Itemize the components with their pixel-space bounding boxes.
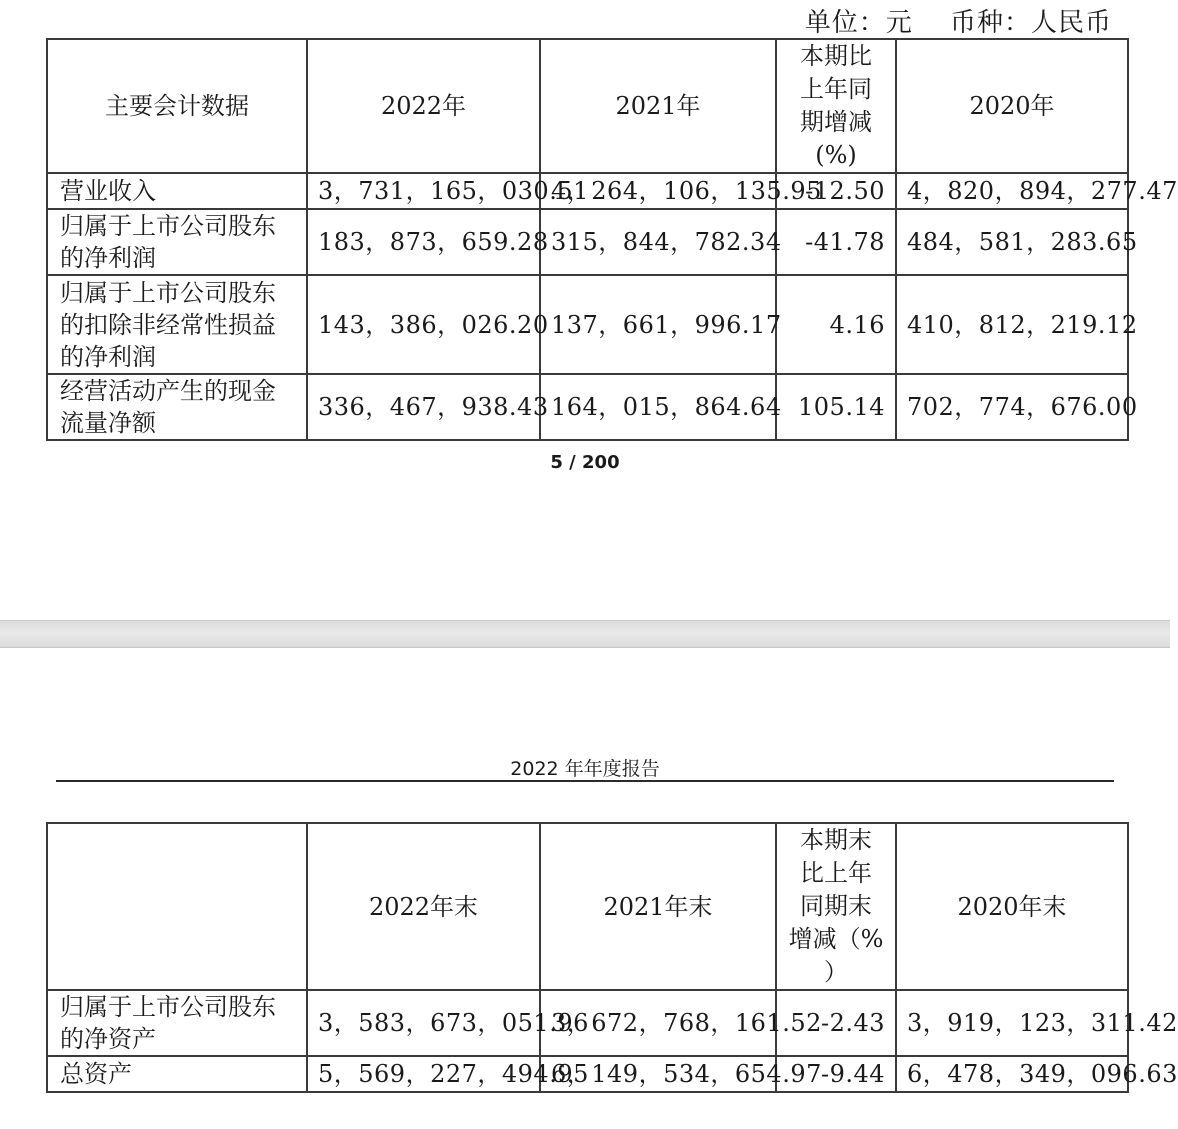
table-header-row	[47, 823, 1128, 990]
header-2021: 2021年	[540, 39, 776, 173]
cell-2022: 143，386，026.20	[307, 275, 540, 374]
cell-change: -9.44	[776, 1056, 896, 1092]
cell-2020: 3，919，123，311.42	[896, 990, 1128, 1056]
header-rule	[56, 780, 1114, 782]
cell-2022: 3，583，673，051.96	[307, 990, 540, 1056]
cell-2020: 410，812，219.12	[896, 275, 1128, 374]
currency-label: 币种：人民币	[949, 8, 1112, 38]
report-header: 2022 年年度报告	[510, 758, 660, 780]
header-2022: 2022年	[307, 39, 540, 173]
page-number: 5 / 200	[550, 452, 620, 473]
table-row	[47, 1056, 1128, 1092]
row-label: 总资产	[47, 1056, 307, 1092]
row-label: 归属于上市公司股东的净利润	[47, 209, 307, 275]
cell-2021: 164，015，864.64	[540, 374, 776, 440]
header-2022-end: 2022年末	[307, 823, 540, 990]
header-yoy-line: 期增减	[800, 108, 872, 136]
unit-label: 单位：元	[804, 8, 913, 38]
cell-change: -2.43	[776, 990, 896, 1056]
table-row	[47, 209, 1128, 275]
header-yoy-change	[776, 823, 896, 990]
row-label: 营业收入	[47, 173, 307, 209]
cell-2020: 4，820，894，277.47	[896, 173, 1128, 209]
cell-2022: 183，873，659.28	[307, 209, 540, 275]
page-separator	[0, 620, 1170, 648]
table-row	[47, 173, 1128, 209]
cell-2021: 137，661，996.17	[540, 275, 776, 374]
cell-2020: 484，581，283.65	[896, 209, 1128, 275]
table-header-row	[47, 39, 1128, 173]
header-yoy-line: 增减（%	[788, 925, 884, 953]
key-balance-data-table	[46, 822, 1178, 1093]
header-yoy-line: (%)	[815, 141, 857, 169]
header-yoy-line: 同期末	[800, 892, 872, 920]
cell-2021: 4，264，106，135.95	[540, 173, 776, 209]
row-label: 归属于上市公司股东的扣除非经常性损益的净利润	[47, 275, 307, 374]
cell-2022: 5，569，227，494.95	[307, 1056, 540, 1092]
header-yoy-line: 比上年	[800, 859, 872, 887]
header-yoy-line: 本期末	[800, 826, 872, 854]
row-label: 经营活动产生的现金流量净额	[47, 374, 307, 440]
cell-2022: 3，731，165，030.51	[307, 173, 540, 209]
header-2020: 2020年	[896, 39, 1128, 173]
cell-2021: 6，149，534，654.97	[540, 1056, 776, 1092]
header-main-data: 主要会计数据	[47, 39, 307, 173]
cell-change: -41.78	[776, 209, 896, 275]
header-yoy-line: 上年同	[800, 75, 872, 103]
header-yoy-change	[776, 39, 896, 173]
cell-change: 4.16	[776, 275, 896, 374]
cell-change: -12.50	[776, 173, 896, 209]
cell-2020: 702，774，676.00	[896, 374, 1128, 440]
key-accounting-data-table	[46, 38, 1178, 441]
table-row	[47, 275, 1128, 374]
header-2021-end: 2021年末	[540, 823, 776, 990]
header-2020-end: 2020年末	[896, 823, 1128, 990]
unit-currency-line	[805, 2, 1112, 39]
header-yoy-line: 本期比	[800, 42, 872, 70]
header-empty	[47, 823, 307, 990]
cell-2022: 336，467，938.43	[307, 374, 540, 440]
cell-2020: 6，478，349，096.63	[896, 1056, 1128, 1092]
cell-change: 105.14	[776, 374, 896, 440]
row-label: 归属于上市公司股东的净资产	[47, 990, 307, 1056]
table-row	[47, 374, 1128, 440]
table-row	[47, 990, 1128, 1056]
header-yoy-line: ）	[824, 958, 848, 986]
cell-2021: 315，844，782.34	[540, 209, 776, 275]
cell-2021: 3，672，768，161.52	[540, 990, 776, 1056]
